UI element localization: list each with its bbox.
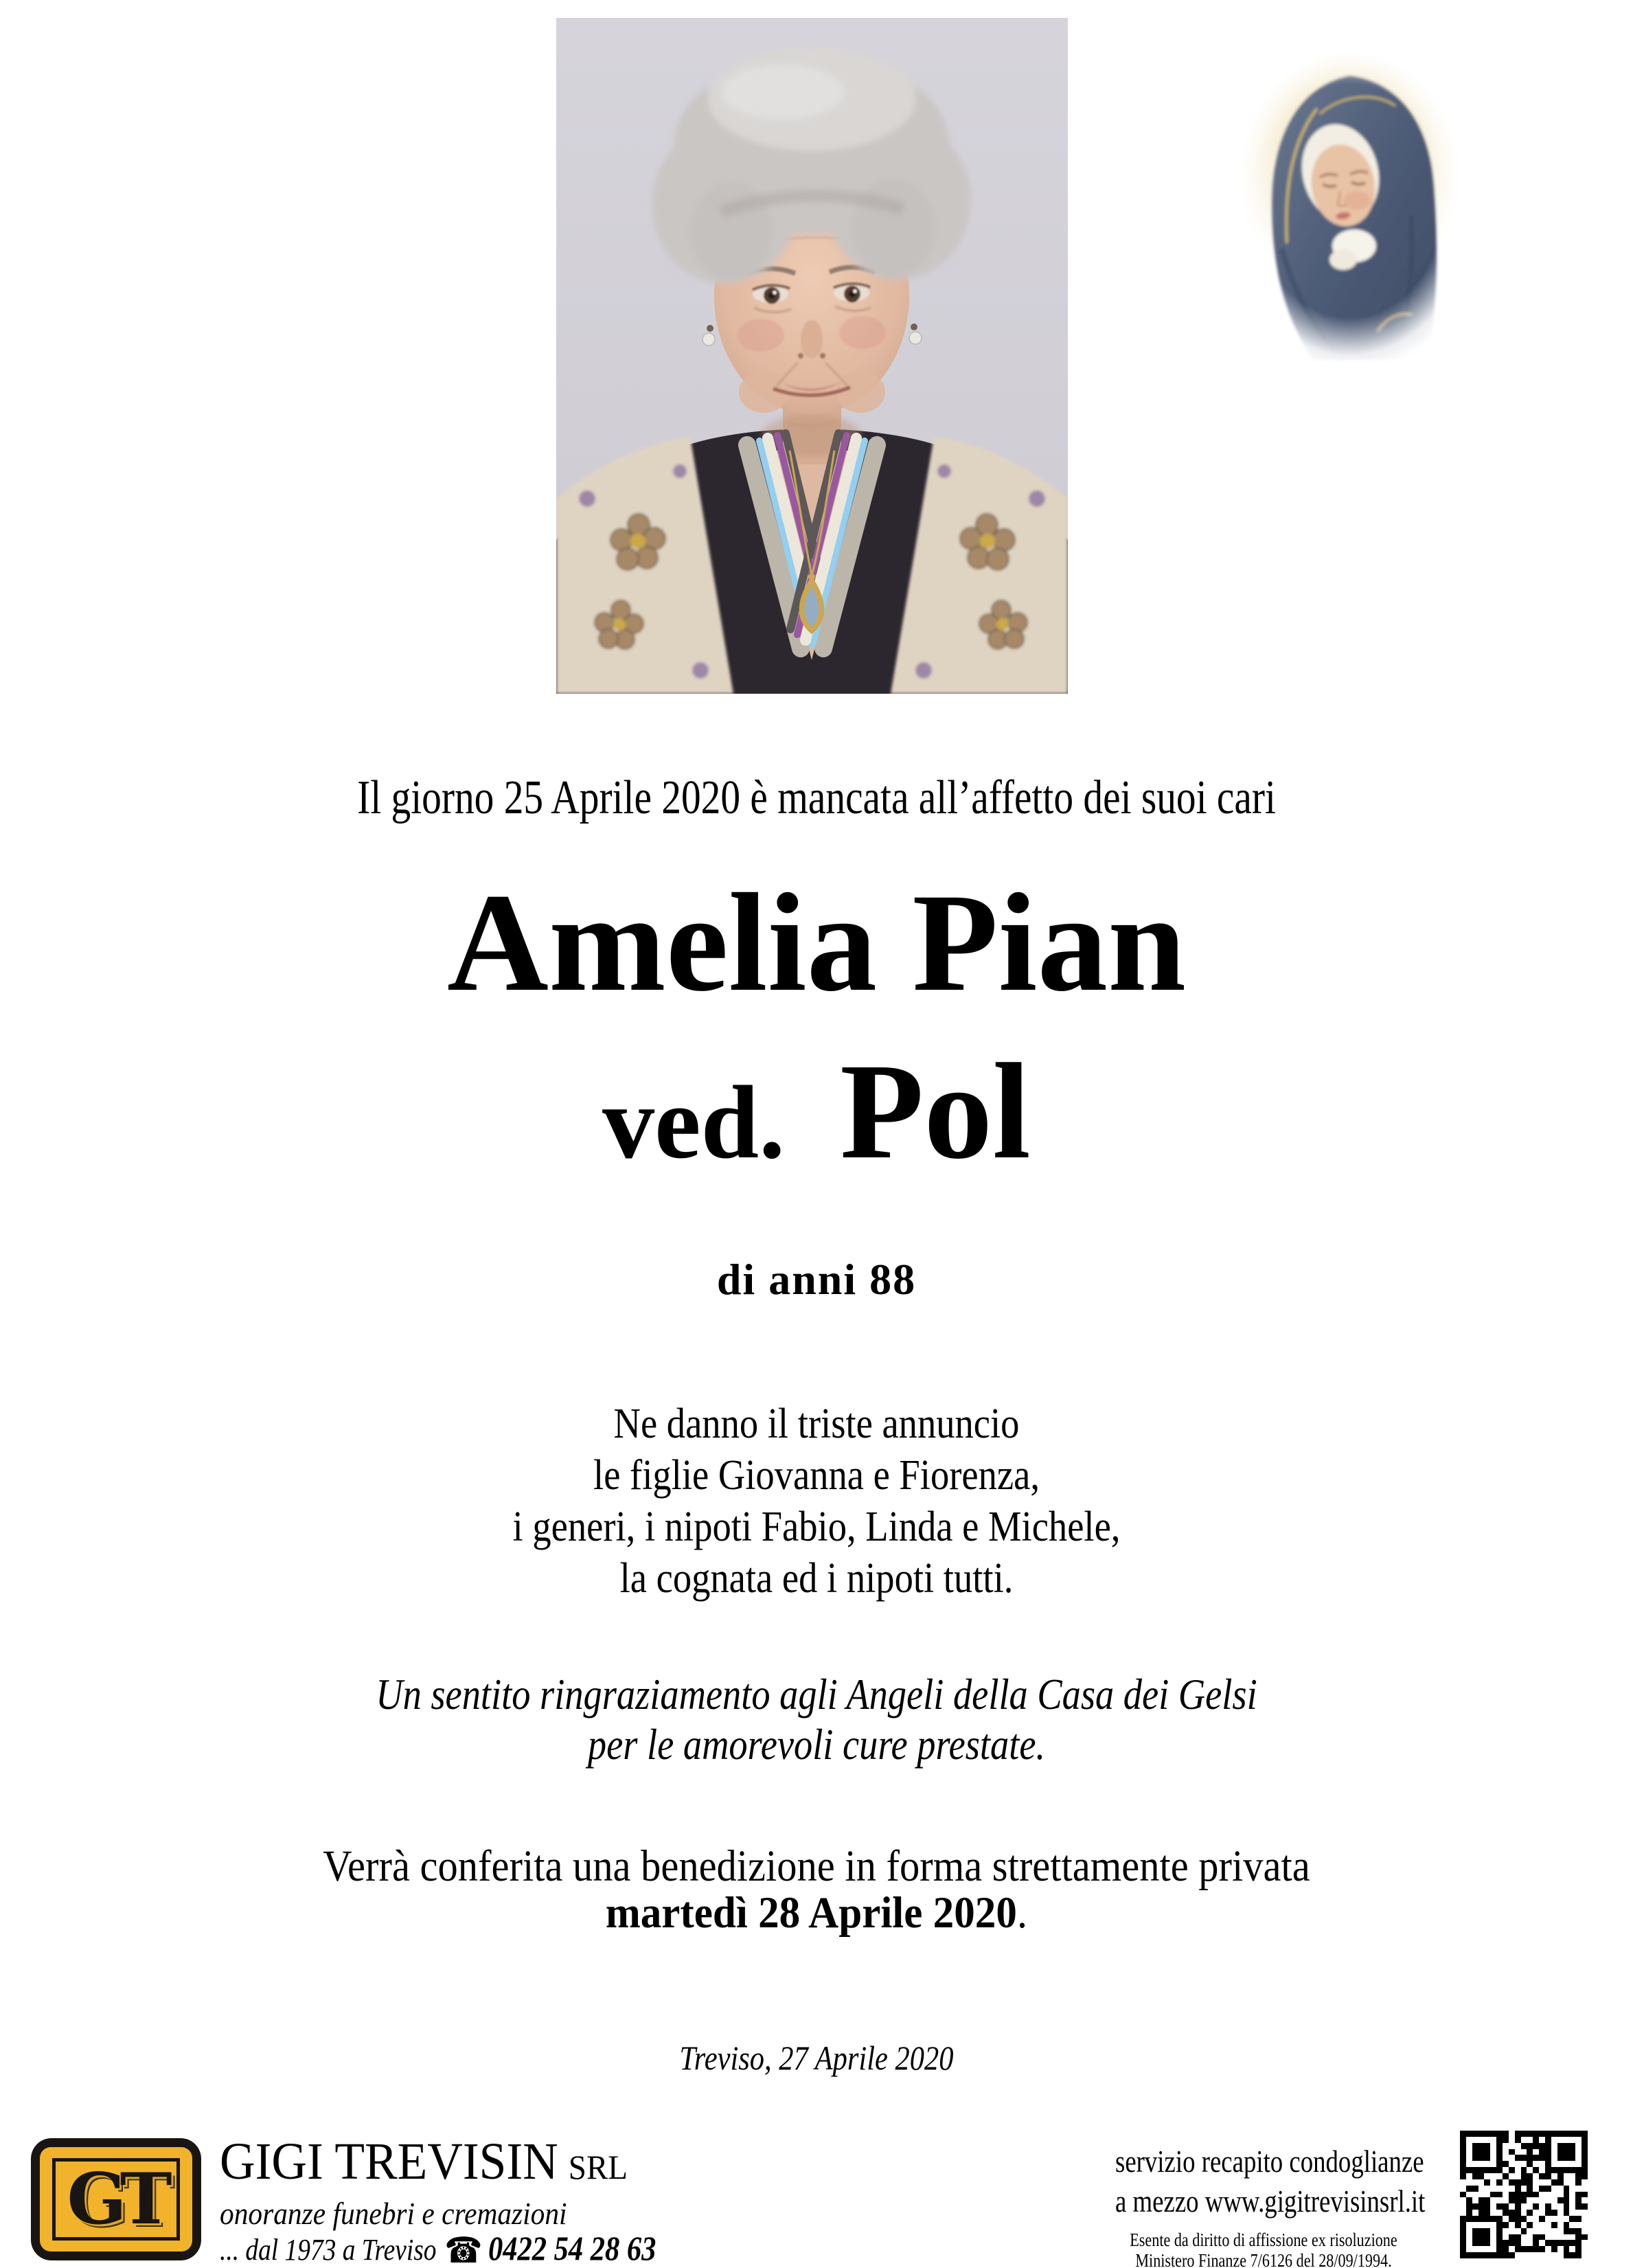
widow-line [0, 1036, 1633, 1188]
condolence-line-2: a mezzo www.gigitrevisinsrl.it [1115, 2184, 1426, 2219]
portrait-photo [556, 18, 1068, 694]
legal-line-1: Esente da diritto di affissione ex risoluzione [1130, 2230, 1397, 2250]
deceased-name: Amelia Pian [446, 865, 1187, 1021]
announcement-line: la cognata ed i nipoti tutti. [619, 1555, 1014, 1602]
legal-line-2: Ministero Finanze 7/6126 del 28/09/1994. [1135, 2250, 1392, 2268]
condolence-block [1078, 2142, 1449, 2268]
thanks-line: per le amorevoli cure prestate. [587, 1720, 1046, 1769]
ceremony-period: . [1016, 1888, 1028, 1938]
announcement-block [98, 1398, 1535, 1604]
condolence-line-1: servizio recapito condoglianze [1115, 2144, 1424, 2179]
phone-icon: ☎ [444, 2232, 483, 2268]
since-text: ... dal 1973 a Treviso [220, 2233, 437, 2267]
company-name-line [220, 2133, 628, 2191]
widow-surname: Pol [840, 1036, 1031, 1188]
intro-line: Il giorno 25 Aprile 2020 è mancata all’affetto dei suoi cari [357, 771, 1276, 824]
madonna-image [1215, 43, 1483, 372]
qr-code [1460, 2131, 1588, 2258]
logo-monogram: GT [67, 2158, 165, 2241]
ceremony-date-line [49, 1887, 1584, 1939]
thanks-line: Un sentito ringraziamento agli Angeli della Casa dei Gelsi [376, 1670, 1257, 1719]
logo-frame [52, 2158, 180, 2241]
portrait-illustration [556, 18, 1068, 694]
announcement-line: Ne danno il triste annuncio [613, 1401, 1020, 1447]
widow-prefix: ved. [602, 1065, 786, 1180]
announcement-line: le figlie Giovanna e Fiorenza, [593, 1452, 1040, 1499]
company-tagline: onoranze funebri e cremazioni [220, 2196, 567, 2231]
logo-background [40, 2147, 192, 2252]
thanks-block [122, 1669, 1510, 1769]
age-line: di anni 88 [716, 1255, 917, 1304]
company-since-line [220, 2227, 656, 2268]
place-date-line: Treviso, 27 Aprile 2020 [679, 2039, 954, 2077]
announcement-line: i generi, i nipoti Fabio, Linda e Michele, [512, 1504, 1121, 1550]
company-name: GIGI TREVISIN [220, 2133, 558, 2190]
legal-lines [1112, 2230, 1416, 2268]
ceremony-line: Verrà conferita una benedizione in forma strettamente privata [323, 1841, 1310, 1891]
condolence-lines [1115, 2142, 1426, 2221]
ceremony-date: martedì 28 Aprile 2020 [605, 1888, 1017, 1938]
company-suffix: SRL [568, 2148, 628, 2186]
madonna-illustration [1215, 43, 1483, 372]
company-phone: 0422 54 28 63 [488, 2229, 656, 2267]
company-logo [31, 2138, 201, 2260]
